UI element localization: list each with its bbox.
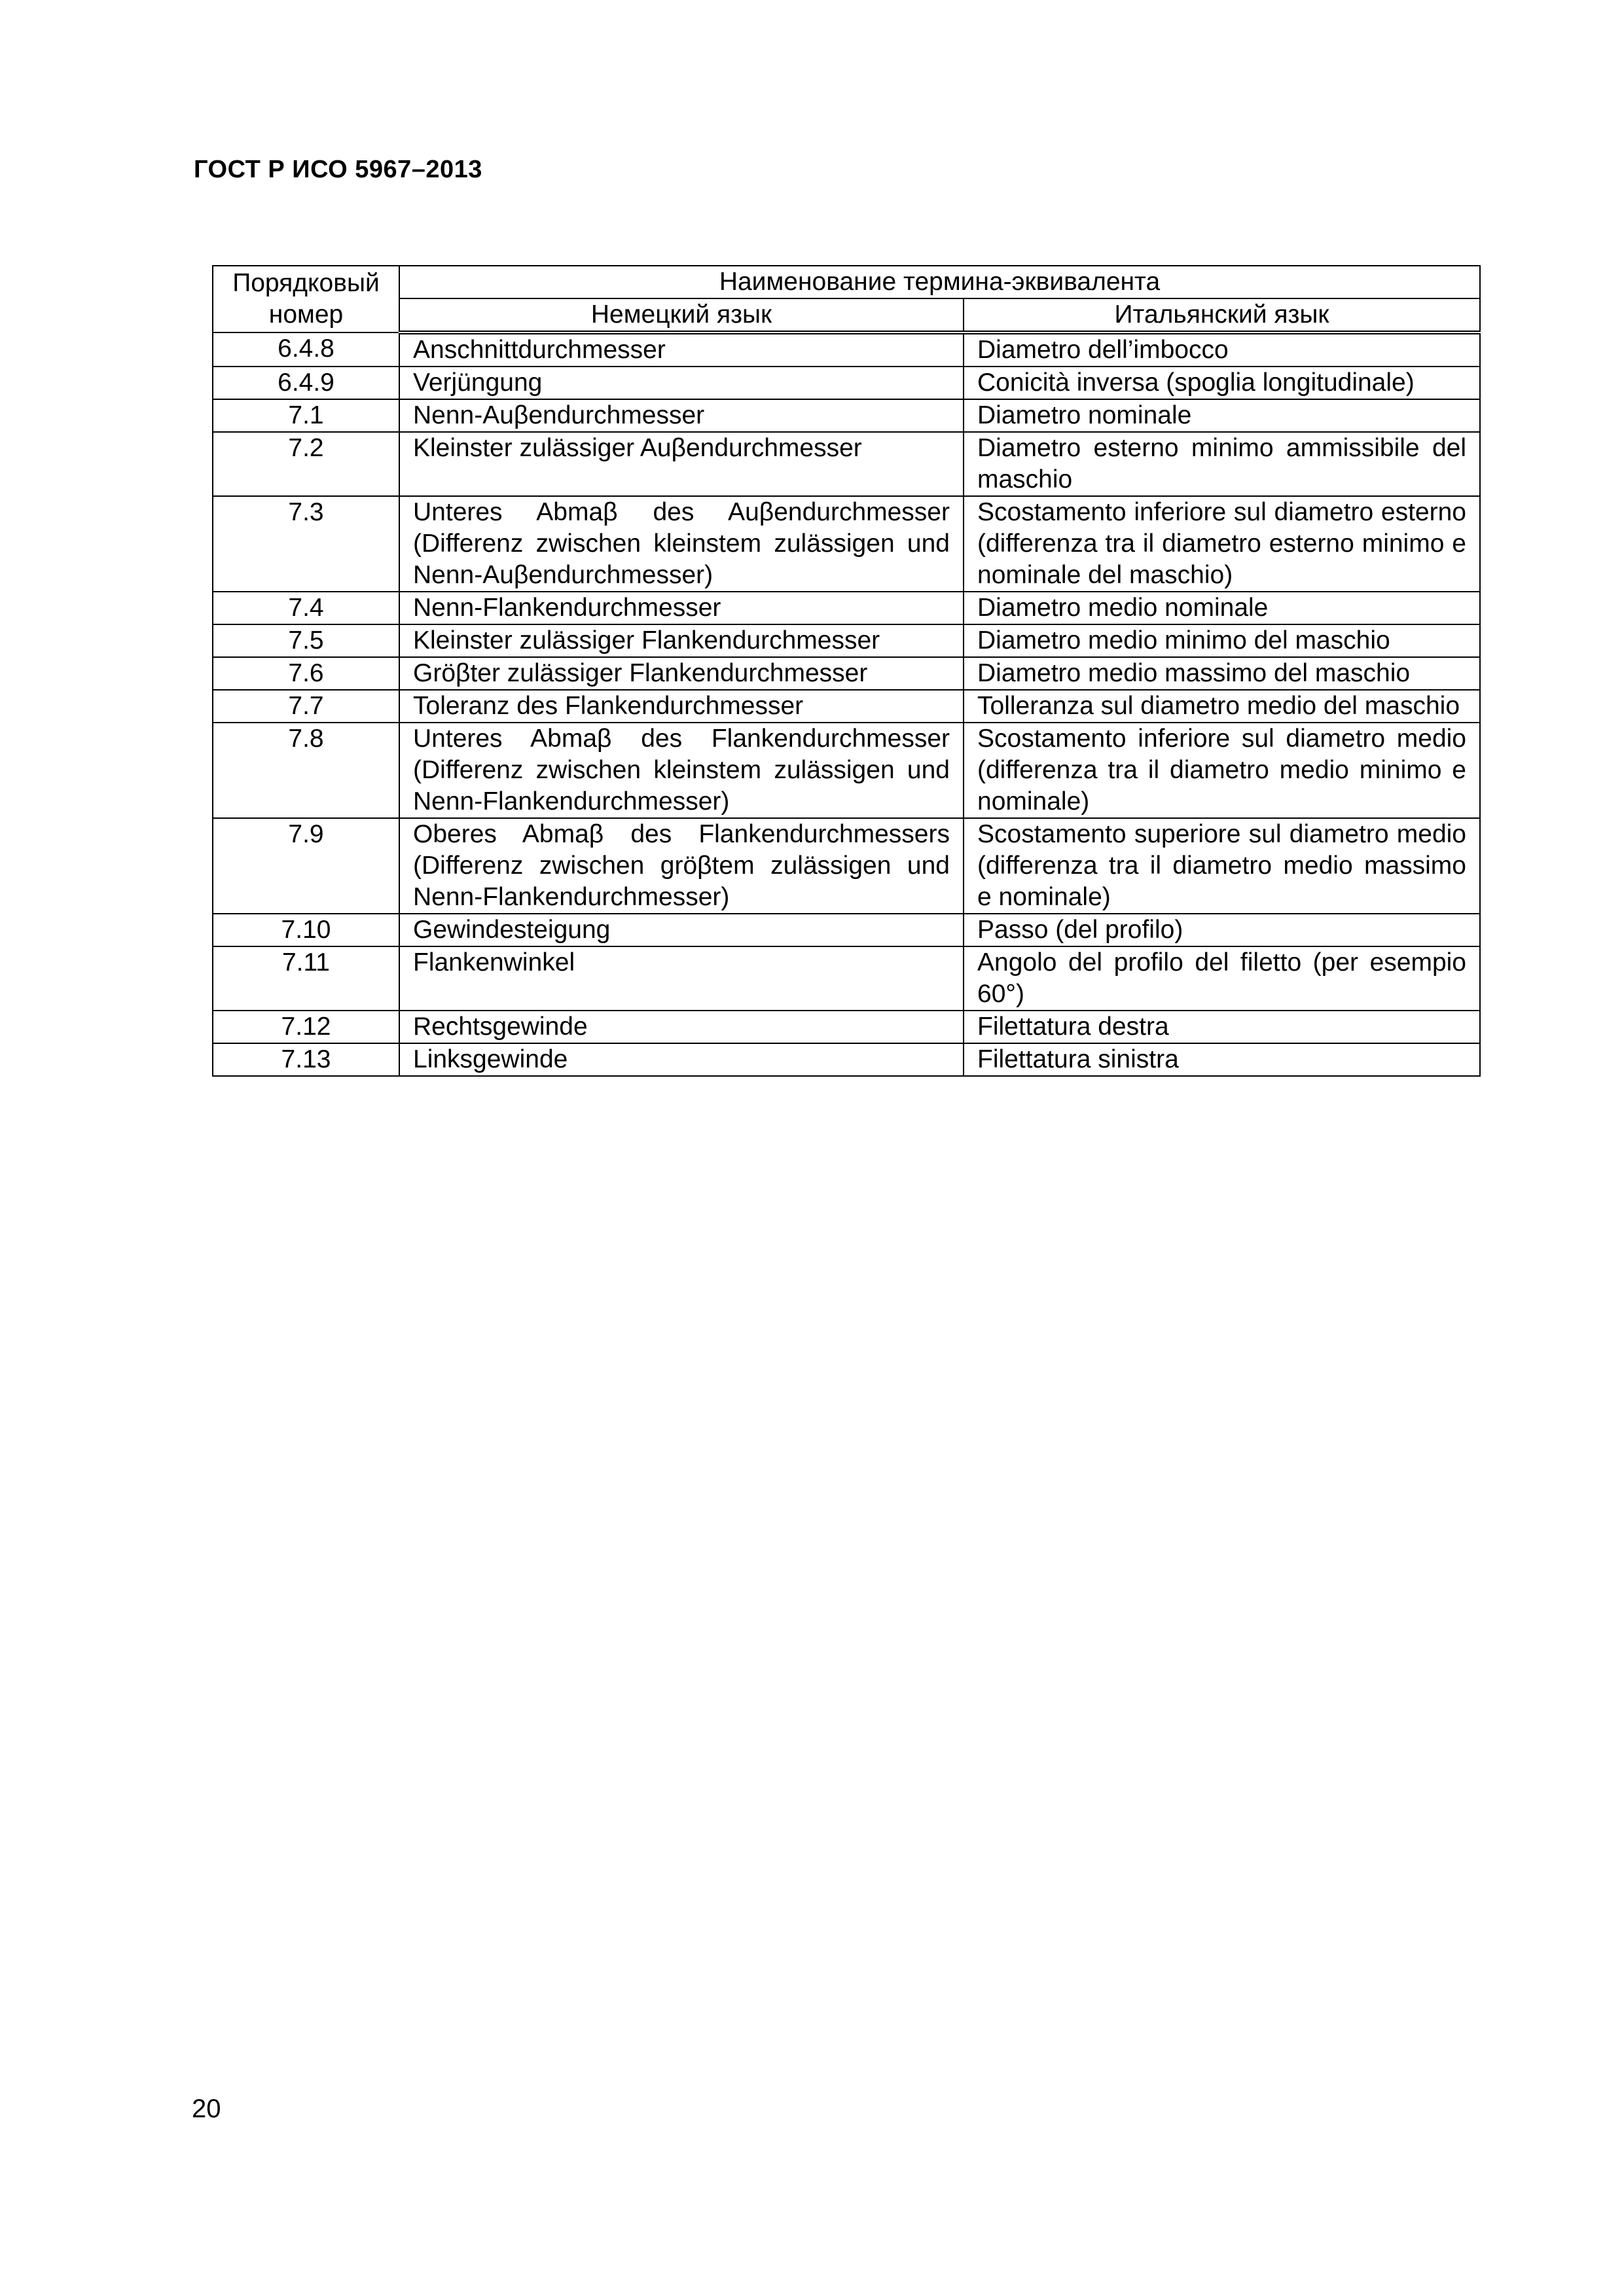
italian-term: Filettatura sinistra (964, 1043, 1480, 1076)
row-number: 7.2 (213, 432, 399, 496)
german-term: Nenn-Flankendurchmesser (399, 592, 964, 624)
header-number: Порядковый номер (213, 266, 399, 332)
table-row (213, 496, 1480, 592)
terms-table (212, 265, 1481, 1077)
table-row (213, 1043, 1480, 1076)
italian-term: Scostamento superiore sul diametro medio (differenza tra il diametro medio massimo e nominale) (964, 818, 1480, 914)
german-term: Unteres Abmaβ des Auβendurchmesser (Differenz zwischen kleinstem zulässigen und Nenn-Auβendurchmesser) (399, 496, 964, 592)
italian-term: Scostamento inferiore sul diametro esterno (differenza tra il diametro esterno minimo e nominale del maschio) (964, 496, 1480, 592)
italian-term: Diametro nominale (964, 399, 1480, 432)
italian-term: Tolleranza sul diametro medio del maschio (964, 690, 1480, 723)
german-term: Oberes Abmaβ des Flankendurchmessers (Differenz zwischen gröβtem zulässigen und Nenn-Flankendurchmesser) (399, 818, 964, 914)
table-row (213, 690, 1480, 723)
row-number: 7.7 (213, 690, 399, 723)
row-number: 7.10 (213, 914, 399, 946)
italian-term: Diametro dell’imbocco (964, 332, 1480, 367)
table-row (213, 332, 1480, 367)
header-term-group: Наименование термина-эквивалента (399, 266, 1480, 298)
header-italian: Итальянский язык (964, 298, 1480, 332)
italian-term: Scostamento inferiore sul diametro medio (differenza tra il diametro medio minimo e nominale) (964, 723, 1480, 818)
german-term: Kleinster zulässiger Flankendurchmesser (399, 624, 964, 657)
row-number: 7.6 (213, 657, 399, 690)
german-term: Toleranz des Flankendurchmesser (399, 690, 964, 723)
table-row (213, 723, 1480, 818)
document-header: ГОСТ Р ИСО 5967–2013 (194, 156, 482, 183)
italian-term: Angolo del profilo del filetto (per esempio 60°) (964, 946, 1480, 1011)
row-number: 7.5 (213, 624, 399, 657)
german-term: Linksgewinde (399, 1043, 964, 1076)
table-row (213, 399, 1480, 432)
page-number: 20 (192, 2094, 221, 2123)
table-row (213, 946, 1480, 1011)
german-term: Gewindesteigung (399, 914, 964, 946)
italian-term: Filettatura destra (964, 1011, 1480, 1043)
german-term: Flankenwinkel (399, 946, 964, 1011)
table-row (213, 657, 1480, 690)
german-term: Nenn-Auβendurchmesser (399, 399, 964, 432)
table-header-row (213, 298, 1480, 332)
german-term: Rechtsgewinde (399, 1011, 964, 1043)
row-number: 7.12 (213, 1011, 399, 1043)
table-row (213, 367, 1480, 399)
table-row (213, 624, 1480, 657)
row-number: 7.8 (213, 723, 399, 818)
german-term: Gröβter zulässiger Flankendurchmesser (399, 657, 964, 690)
italian-term: Passo (del profilo) (964, 914, 1480, 946)
row-number: 7.4 (213, 592, 399, 624)
table-row (213, 914, 1480, 946)
table-row (213, 1011, 1480, 1043)
german-term: Verjüngung (399, 367, 964, 399)
italian-term: Diametro medio massimo del maschio (964, 657, 1480, 690)
italian-term: Conicità inversa (spoglia longitudinale) (964, 367, 1480, 399)
german-term: Kleinster zulässiger Auβendurchmesser (399, 432, 964, 496)
row-number: 6.4.8 (213, 332, 399, 367)
table-header (213, 266, 1480, 332)
table-row (213, 432, 1480, 496)
table-body (213, 332, 1480, 1076)
header-german: Немецкий язык (399, 298, 964, 332)
row-number: 7.13 (213, 1043, 399, 1076)
table-header-row (213, 266, 1480, 298)
german-term: Anschnittdurchmesser (399, 332, 964, 367)
row-number: 7.1 (213, 399, 399, 432)
row-number: 6.4.9 (213, 367, 399, 399)
table-row (213, 592, 1480, 624)
row-number: 7.9 (213, 818, 399, 914)
row-number: 7.3 (213, 496, 399, 592)
table-row (213, 818, 1480, 914)
german-term: Unteres Abmaβ des Flankendurchmesser (Differenz zwischen kleinstem zulässigen und Nenn-Flankendurchmesser) (399, 723, 964, 818)
italian-term: Diametro medio minimo del maschio (964, 624, 1480, 657)
row-number: 7.11 (213, 946, 399, 1011)
italian-term: Diametro medio nominale (964, 592, 1480, 624)
italian-term: Diametro esterno minimo ammissibile del maschio (964, 432, 1480, 496)
